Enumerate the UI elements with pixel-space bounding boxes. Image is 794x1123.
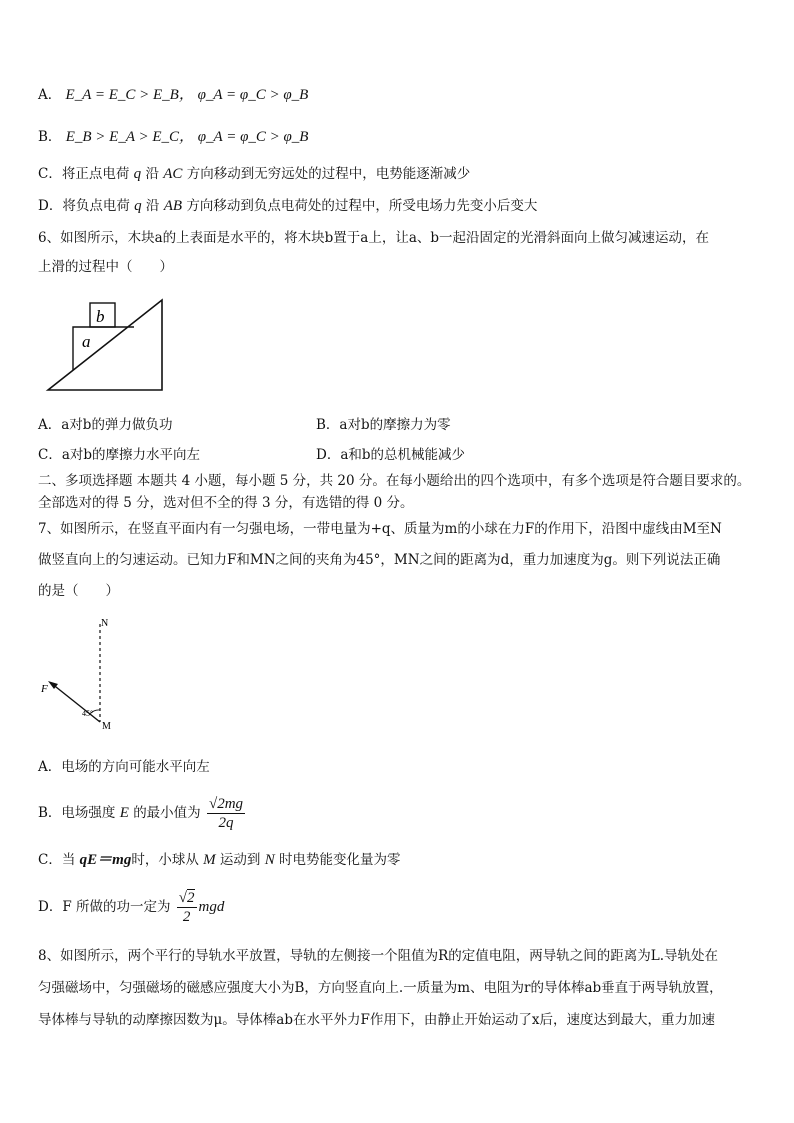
q6-stem-line2: 上滑的过程中（ ） xyxy=(38,259,173,275)
q5-option-a-formula: E_A = E_C > E_B， φ_A = φ_C > φ_B xyxy=(65,87,309,103)
q7-option-b[interactable]: B．电场强度 E 的最小值为 $\frac{√2mg}{2q}$ xyxy=(38,796,244,831)
q7-label-n: N xyxy=(101,618,109,629)
q6-label-b: b xyxy=(96,307,105,326)
q7-option-a[interactable]: A．电场的方向可能水平向左 xyxy=(38,759,210,775)
q8-stem-line2: 匀强磁场中，匀强磁场的磁感应强度大小为B，方向竖直向上.一质量为m、电阻为r的导体棒ab垂直于两导轨放置， xyxy=(38,980,723,996)
q8-stem-line3: 导体棒与导轨的动摩擦因数为μ。导体棒ab在水平外力F作用下，由静止开始运动了x后，速度达到最大，重力加速 xyxy=(38,1012,715,1028)
q7-stem-line3: 的是（ ） xyxy=(38,583,119,599)
q6-incline-figure xyxy=(44,294,168,394)
q7-angle-label: 45° xyxy=(82,709,94,718)
q7-stem-line1: 7、如图所示，在竖直平面内有一匀强电场，一带电量为+q、质量为m的小球在力F的作用下，沿图中虚线由M至N xyxy=(38,521,722,537)
q6-label-a: a xyxy=(82,332,91,351)
q6-option-c[interactable]: C．a对b的摩擦力水平向左 xyxy=(38,447,201,463)
q5-option-b[interactable]: B． E_B > E_A > E_C， φ_A = φ_C > φ_B xyxy=(38,129,309,145)
q6-option-b[interactable]: B．a对b的摩擦力为零 xyxy=(316,417,451,433)
q7-label-f: F xyxy=(41,683,48,695)
q7-label-m: M xyxy=(102,721,111,732)
q7-stem-line2: 做竖直向上的匀速运动。已知力F和MN之间的夹角为45°，MN之间的距离为d，重力加速度为g。则下列说法正确 xyxy=(38,552,721,568)
q5-option-d[interactable]: D．将负点电荷 q 沿 AB 方向移动到负点电荷处的过程中，所受电场力先变小后变大 xyxy=(38,198,538,214)
q6-option-d[interactable]: D．a和b的总机械能减少 xyxy=(316,447,466,463)
q7-option-d-fraction: $\frac{√2}{2}$ xyxy=(178,890,195,925)
q7-option-c[interactable]: C．当 qE＝mg时，小球从 M 运动到 N 时电势能变化量为零 xyxy=(38,852,401,868)
section2-instructions-line1: 二、多项选择题 本题共 4 小题，每小题 5 分，共 20 分。在每小题给出的四个选项中，有多个选项是符合题目要求的。 xyxy=(38,473,751,489)
q6-stem-line1: 6、如图所示，木块a的上表面是水平的，将木块b置于a上，让a、b一起沿固定的光滑斜面向上做匀减速运动，在 xyxy=(38,230,710,246)
q5-option-c[interactable]: C．将正点电荷 q 沿 AC 方向移动到无穷远处的过程中，电势能逐渐减少 xyxy=(38,166,471,182)
section2-instructions-line2: 全部选对的得 5 分，选对但不全的得 3 分，有选错的得 0 分。 xyxy=(38,495,414,511)
q8-stem-line1: 8、如图所示，两个平行的导轨水平放置，导轨的左侧接一个阻值为R的定值电阻，两导轨之间的距离为L.导轨处在 xyxy=(38,948,719,964)
q7-option-d[interactable]: D．F 所做的功一定为 $\frac{√2}{2}$ mgd xyxy=(38,890,225,925)
q6-option-a[interactable]: A．a对b的弹力做负功 xyxy=(38,417,173,433)
q7-force-figure xyxy=(38,614,128,738)
q7-option-b-fraction: $\frac{√2mg}{2q}$ xyxy=(208,796,244,831)
q5-option-b-formula: E_B > E_A > E_C， φ_A = φ_C > φ_B xyxy=(65,129,309,145)
q5-option-a[interactable]: A． E_A = E_C > E_B， φ_A = φ_C > φ_B xyxy=(38,87,309,103)
